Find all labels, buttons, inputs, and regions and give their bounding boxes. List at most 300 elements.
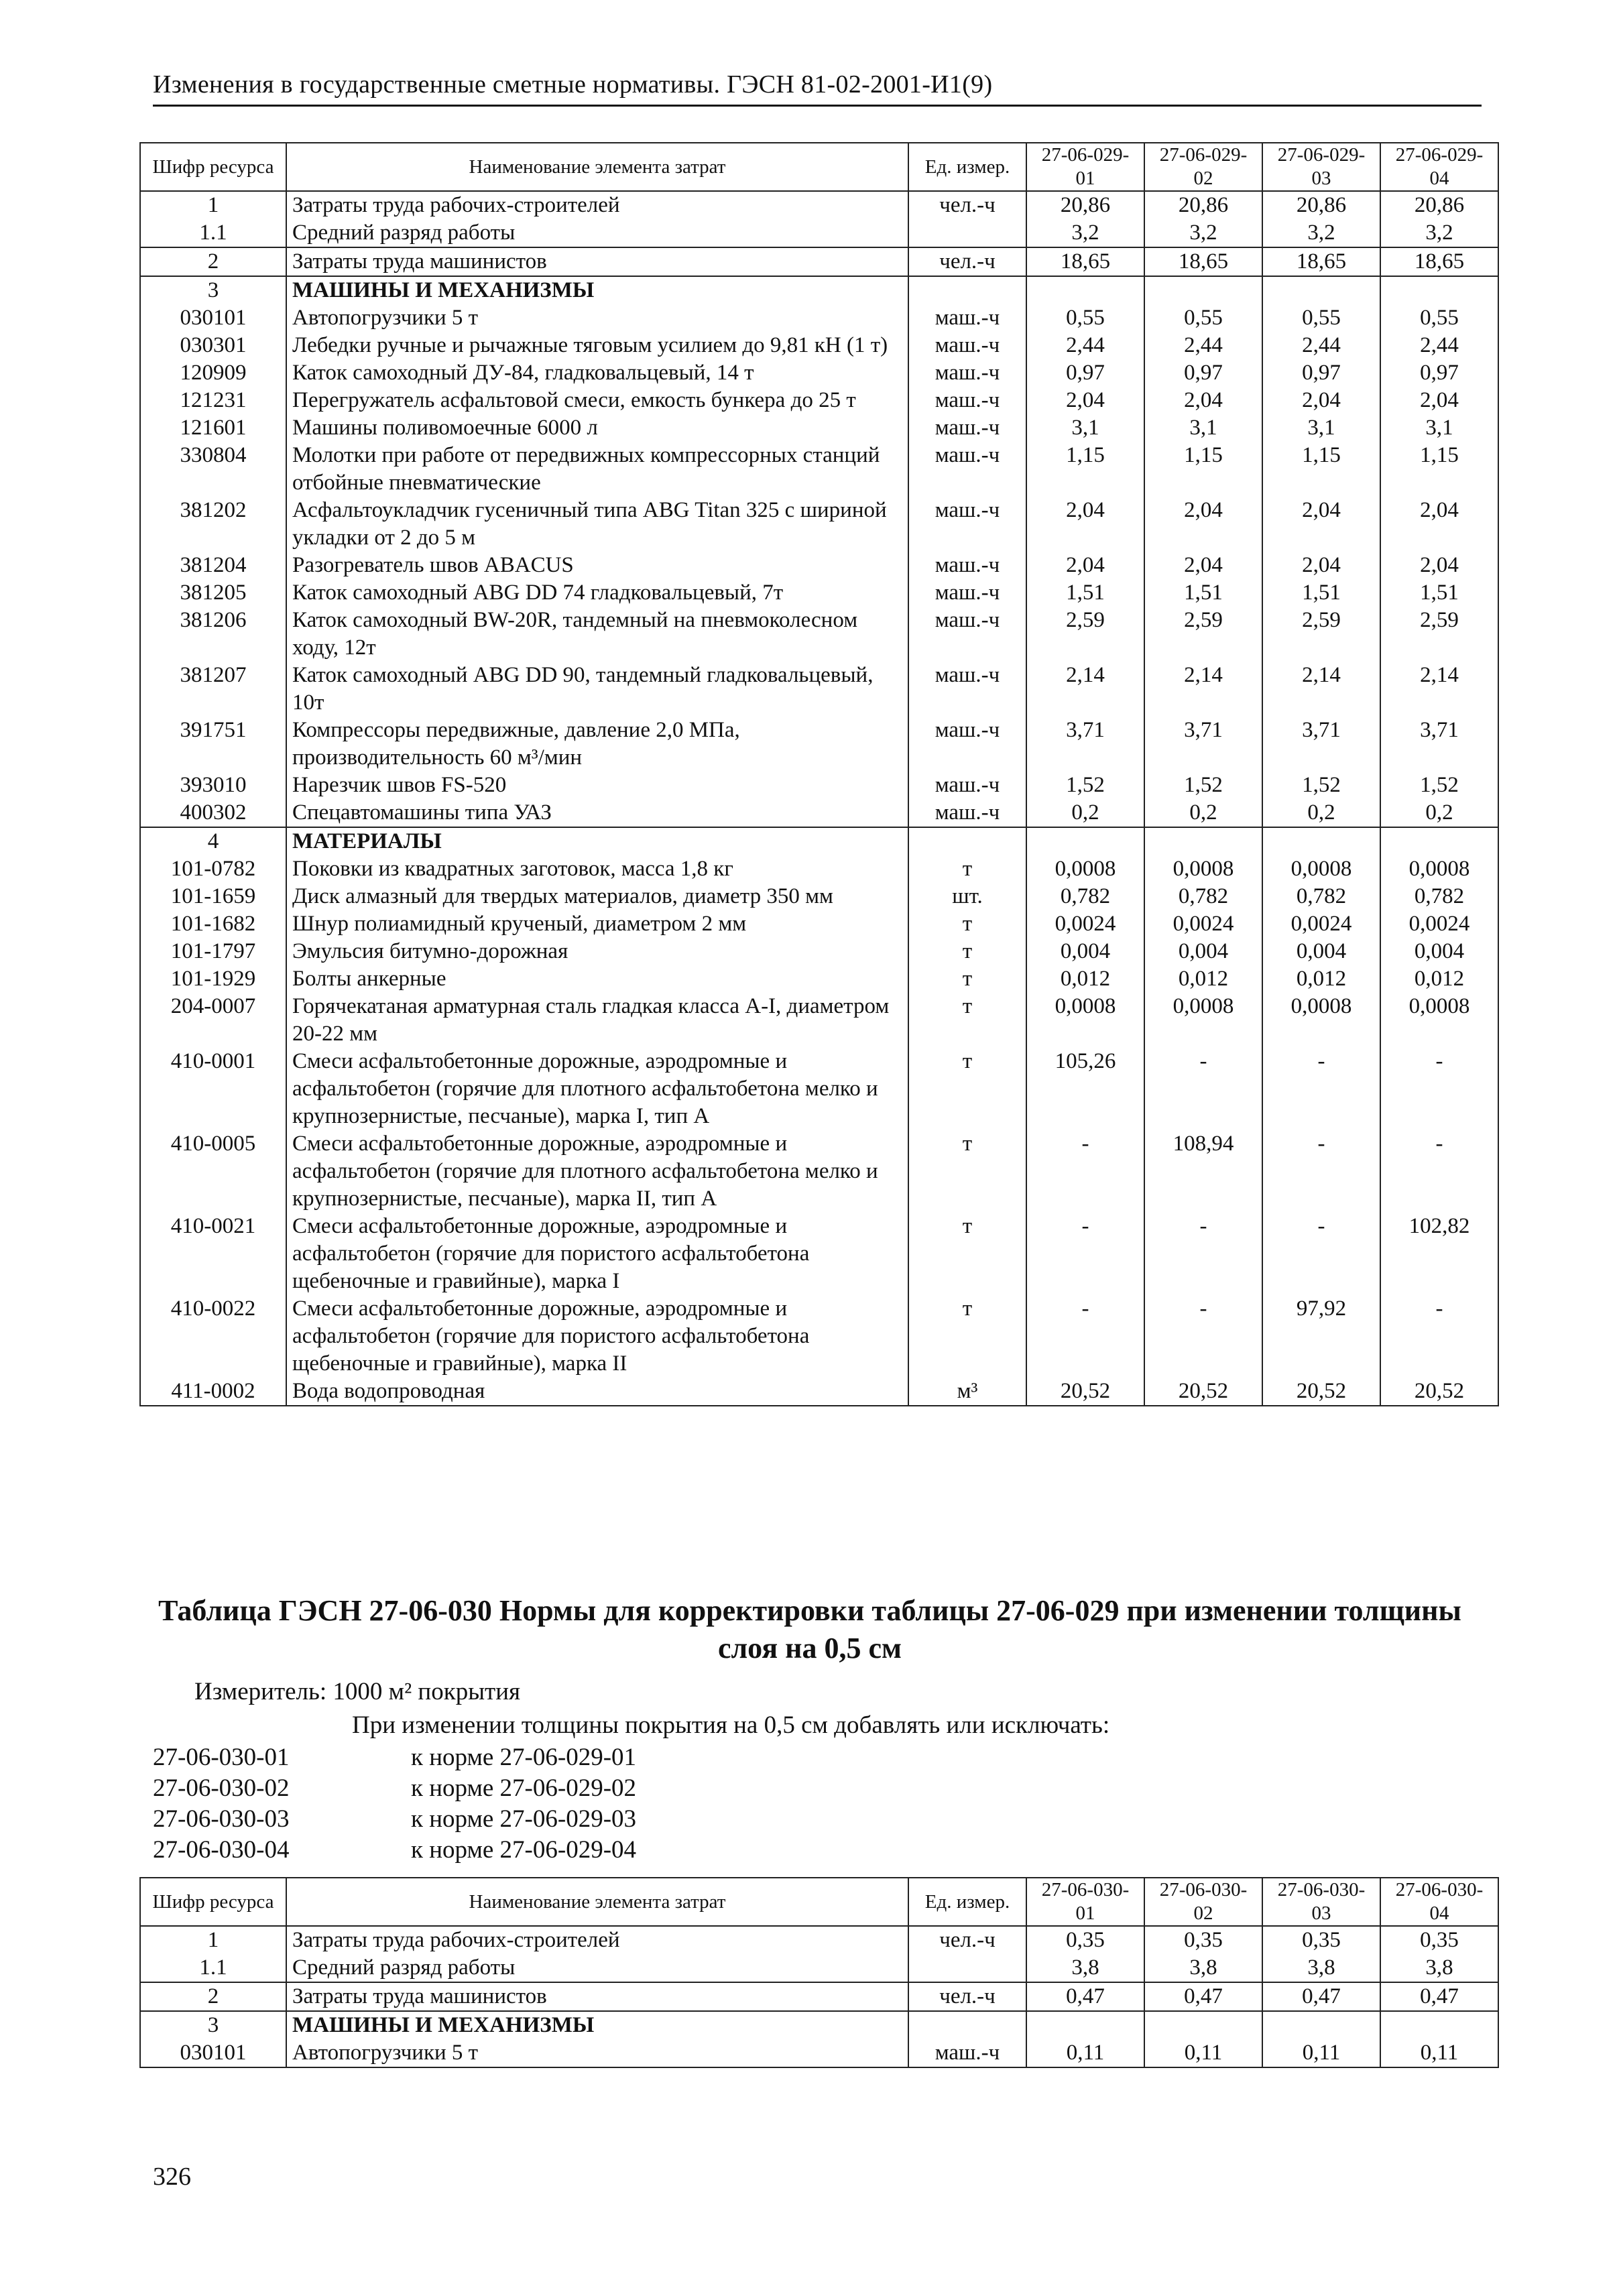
resource-value: 0,012 bbox=[1380, 965, 1498, 993]
resource-code: 030301 bbox=[140, 332, 286, 359]
resource-value: 20,86 bbox=[1144, 191, 1262, 219]
resource-value: 2,04 bbox=[1262, 387, 1380, 414]
resource-value: 3,8 bbox=[1026, 1954, 1144, 1982]
resource-value: 2,04 bbox=[1380, 552, 1498, 579]
resource-value bbox=[1026, 276, 1144, 304]
resource-name: Затраты труда рабочих-строителей bbox=[286, 1926, 908, 1954]
page-number: 326 bbox=[153, 2163, 191, 2191]
resource-name: Перегружатель асфальтовой смеси, емкость бункера до 25 т bbox=[286, 387, 908, 414]
resource-unit: маш.-ч bbox=[908, 442, 1026, 497]
resource-value: 20,52 bbox=[1262, 1378, 1380, 1406]
resource-value: 1,15 bbox=[1380, 442, 1498, 497]
running-header: Изменения в государственные сметные нормативы. ГЭСН 81-02-2001-И1(9) bbox=[153, 70, 993, 99]
resource-value: 1,51 bbox=[1262, 579, 1380, 607]
resource-value: 0,35 bbox=[1144, 1926, 1262, 1954]
resource-unit: маш.-ч bbox=[908, 579, 1026, 607]
resource-name: Молотки при работе от передвижных компрессорных станций отбойные пневматические bbox=[286, 442, 908, 497]
resource-value: 0,11 bbox=[1144, 2039, 1262, 2067]
table-row bbox=[140, 414, 1498, 442]
resource-value: 20,52 bbox=[1144, 1378, 1262, 1406]
resource-code: 120909 bbox=[140, 359, 286, 387]
resource-code: 410-0001 bbox=[140, 1048, 286, 1130]
resource-name: Компрессоры передвижные, давление 2,0 МПа, производительность 60 м³/мин bbox=[286, 717, 908, 772]
resource-value bbox=[1144, 2011, 1262, 2039]
resource-name: Машины поливомоечные 6000 л bbox=[286, 414, 908, 442]
table-header-row bbox=[140, 1878, 1498, 1926]
resource-value: 0,782 bbox=[1380, 883, 1498, 910]
resource-unit: т bbox=[908, 1213, 1026, 1295]
resource-value: 3,8 bbox=[1262, 1954, 1380, 1982]
resource-code: 101-1659 bbox=[140, 883, 286, 910]
resource-unit: т bbox=[908, 910, 1026, 938]
resource-name: Средний разряд работы bbox=[286, 1954, 908, 1982]
correction-code: 27-06-030-04 bbox=[153, 1836, 290, 1864]
measure-line: Измеритель: 1000 м² покрытия bbox=[194, 1678, 521, 1705]
resource-name: Затраты труда рабочих-строителей bbox=[286, 191, 908, 219]
resource-value: 2,44 bbox=[1026, 332, 1144, 359]
resource-code: 411-0002 bbox=[140, 1378, 286, 1406]
resource-name: МАТЕРИАЛЫ bbox=[286, 827, 908, 855]
resource-value: 0,782 bbox=[1144, 883, 1262, 910]
resource-value: 2,44 bbox=[1262, 332, 1380, 359]
table-row bbox=[140, 304, 1498, 332]
resource-value: 1,52 bbox=[1144, 772, 1262, 799]
resource-unit bbox=[908, 827, 1026, 855]
resource-value bbox=[1144, 276, 1262, 304]
resource-value: 105,26 bbox=[1026, 1048, 1144, 1130]
resource-name: Эмульсия битумно-дорожная bbox=[286, 938, 908, 965]
table-row bbox=[140, 247, 1498, 276]
resource-unit bbox=[908, 276, 1026, 304]
correction-code: 27-06-030-01 bbox=[153, 1744, 290, 1771]
resource-value: 1,15 bbox=[1026, 442, 1144, 497]
resource-code: 3 bbox=[140, 276, 286, 304]
resource-value: 2,04 bbox=[1144, 387, 1262, 414]
resource-unit: т bbox=[908, 1295, 1026, 1378]
resource-value: 20,86 bbox=[1262, 191, 1380, 219]
resource-code: 1 bbox=[140, 191, 286, 219]
resource-unit bbox=[908, 1954, 1026, 1982]
resource-unit bbox=[908, 219, 1026, 247]
resource-value: - bbox=[1262, 1213, 1380, 1295]
resource-unit: маш.-ч bbox=[908, 414, 1026, 442]
resource-value: 0,35 bbox=[1026, 1926, 1144, 1954]
table-row bbox=[140, 772, 1498, 799]
table-row bbox=[140, 332, 1498, 359]
resource-value bbox=[1144, 827, 1262, 855]
resource-unit: маш.-ч bbox=[908, 607, 1026, 662]
resource-name: Автопогрузчики 5 т bbox=[286, 304, 908, 332]
resource-unit: шт. bbox=[908, 883, 1026, 910]
resource-value: 2,04 bbox=[1380, 497, 1498, 552]
resource-unit: маш.-ч bbox=[908, 662, 1026, 717]
resource-value: 20,52 bbox=[1026, 1378, 1144, 1406]
header-code: Шифр ресурса bbox=[140, 143, 286, 191]
resource-value: 0,0008 bbox=[1380, 855, 1498, 883]
table-row bbox=[140, 2011, 1498, 2039]
resource-value: 0,2 bbox=[1380, 799, 1498, 827]
correction-ref: к норме 27-06-029-01 bbox=[411, 1744, 637, 1771]
resource-value: 1,15 bbox=[1144, 442, 1262, 497]
resource-code: 101-1797 bbox=[140, 938, 286, 965]
resource-code: 381202 bbox=[140, 497, 286, 552]
table-row bbox=[140, 993, 1498, 1048]
resource-value bbox=[1262, 2011, 1380, 2039]
table-row bbox=[140, 579, 1498, 607]
resource-value bbox=[1026, 2011, 1144, 2039]
resource-code: 393010 bbox=[140, 772, 286, 799]
header-unit: Ед. измер. bbox=[908, 1878, 1026, 1926]
header-norm-code: 27-06-030-04 bbox=[1380, 1878, 1498, 1926]
resource-value: 18,65 bbox=[1262, 247, 1380, 276]
resource-name: Каток самоходный ДУ-84, гладковальцевый, 14 т bbox=[286, 359, 908, 387]
table-row bbox=[140, 799, 1498, 827]
resource-unit: маш.-ч bbox=[908, 717, 1026, 772]
instruction-line: При изменении толщины покрытия на 0,5 см добавлять или исключать: bbox=[352, 1711, 1110, 1739]
table-row bbox=[140, 717, 1498, 772]
resource-unit: м³ bbox=[908, 1378, 1026, 1406]
resource-value bbox=[1262, 276, 1380, 304]
resource-value: 0,012 bbox=[1144, 965, 1262, 993]
resource-value: 0,35 bbox=[1262, 1926, 1380, 1954]
header-norm-code: 27-06-029-02 bbox=[1144, 143, 1262, 191]
resource-value: - bbox=[1380, 1130, 1498, 1213]
resource-name: Каток самоходный BW-20R, тандемный на пневмоколесном ходу, 12т bbox=[286, 607, 908, 662]
resource-value: 0,11 bbox=[1262, 2039, 1380, 2067]
resource-code: 391751 bbox=[140, 717, 286, 772]
resource-value: 0,55 bbox=[1262, 304, 1380, 332]
resource-value bbox=[1380, 827, 1498, 855]
resource-value: 0,11 bbox=[1380, 2039, 1498, 2067]
resource-value: 2,59 bbox=[1262, 607, 1380, 662]
resource-value: 0,55 bbox=[1026, 304, 1144, 332]
resource-name: Разогреватель швов ABACUS bbox=[286, 552, 908, 579]
resource-value: 3,1 bbox=[1262, 414, 1380, 442]
resource-name: Каток самоходный ABG DD 90, тандемный гладковальцевый, 10т bbox=[286, 662, 908, 717]
header-norm-code: 27-06-029-01 bbox=[1026, 143, 1144, 191]
resource-code: 400302 bbox=[140, 799, 286, 827]
resource-value: 97,92 bbox=[1262, 1295, 1380, 1378]
resource-code: 1.1 bbox=[140, 1954, 286, 1982]
resource-value: 0,0024 bbox=[1144, 910, 1262, 938]
table-row bbox=[140, 910, 1498, 938]
table-title: Таблица ГЭСН 27-06-030 Нормы для корректировки таблицы 27-06-029 при изменении толщины слоя на 0,5 см bbox=[158, 1594, 1461, 1665]
correction-ref: к норме 27-06-029-02 bbox=[411, 1774, 637, 1802]
resource-value: 0,0008 bbox=[1026, 855, 1144, 883]
table-row bbox=[140, 1048, 1498, 1130]
resource-value: 2,14 bbox=[1380, 662, 1498, 717]
resource-value: 3,2 bbox=[1026, 219, 1144, 247]
resource-name: Смеси асфальтобетонные дорожные, аэродромные и асфальтобетон (горячие для пористого асфальтобетона щебеночные и гравийные), марка II bbox=[286, 1295, 908, 1378]
resource-name: Средний разряд работы bbox=[286, 219, 908, 247]
resource-value: 0,0024 bbox=[1380, 910, 1498, 938]
resource-value: - bbox=[1262, 1048, 1380, 1130]
resource-table-030 bbox=[139, 1877, 1499, 2068]
resource-value: 0,0024 bbox=[1026, 910, 1144, 938]
header-unit: Ед. измер. bbox=[908, 143, 1026, 191]
correction-ref: к норме 27-06-029-03 bbox=[411, 1805, 637, 1833]
table-row bbox=[140, 607, 1498, 662]
resource-value: - bbox=[1262, 1130, 1380, 1213]
table-row bbox=[140, 359, 1498, 387]
resource-value: 0,97 bbox=[1144, 359, 1262, 387]
table-row bbox=[140, 387, 1498, 414]
resource-value: 0,004 bbox=[1144, 938, 1262, 965]
resource-value: 0,782 bbox=[1262, 883, 1380, 910]
table-row bbox=[140, 827, 1498, 855]
resource-unit: т bbox=[908, 938, 1026, 965]
resource-value: 3,2 bbox=[1144, 219, 1262, 247]
resource-code: 3 bbox=[140, 2011, 286, 2039]
resource-value: 3,71 bbox=[1144, 717, 1262, 772]
header-norm-code: 27-06-030-03 bbox=[1262, 1878, 1380, 1926]
resource-code: 381206 bbox=[140, 607, 286, 662]
resource-value bbox=[1380, 276, 1498, 304]
resource-unit: маш.-ч bbox=[908, 497, 1026, 552]
resource-code: 381207 bbox=[140, 662, 286, 717]
resource-unit: т bbox=[908, 1048, 1026, 1130]
resource-value: 0,0008 bbox=[1380, 993, 1498, 1048]
table-row bbox=[140, 965, 1498, 993]
correction-line bbox=[153, 1774, 636, 1803]
resource-value: 0,0008 bbox=[1262, 855, 1380, 883]
resource-value: 2,04 bbox=[1026, 497, 1144, 552]
resource-value: 3,2 bbox=[1380, 219, 1498, 247]
resource-name: Вода водопроводная bbox=[286, 1378, 908, 1406]
resource-name: Болты анкерные bbox=[286, 965, 908, 993]
header-name: Наименование элемента затрат bbox=[286, 143, 908, 191]
resource-unit: т bbox=[908, 993, 1026, 1048]
resource-code: 1.1 bbox=[140, 219, 286, 247]
resource-value: 3,8 bbox=[1144, 1954, 1262, 1982]
resource-code: 030101 bbox=[140, 304, 286, 332]
resource-value: 2,14 bbox=[1026, 662, 1144, 717]
resource-name: Каток самоходный ABG DD 74 гладковальцевый, 7т bbox=[286, 579, 908, 607]
resource-value: 0,0008 bbox=[1026, 993, 1144, 1048]
resource-value bbox=[1262, 827, 1380, 855]
resource-unit: маш.-ч bbox=[908, 772, 1026, 799]
resource-value: 0,012 bbox=[1262, 965, 1380, 993]
table-row bbox=[140, 1954, 1498, 1982]
resource-name: Диск алмазный для твердых материалов, диаметр 350 мм bbox=[286, 883, 908, 910]
resource-unit: чел.-ч bbox=[908, 1982, 1026, 2011]
resource-value: 0,0024 bbox=[1262, 910, 1380, 938]
resource-code: 204-0007 bbox=[140, 993, 286, 1048]
table-row bbox=[140, 276, 1498, 304]
resource-name: Нарезчик швов FS-520 bbox=[286, 772, 908, 799]
resource-value: 3,71 bbox=[1262, 717, 1380, 772]
resource-value: 0,0008 bbox=[1262, 993, 1380, 1048]
resource-value: 3,1 bbox=[1144, 414, 1262, 442]
table-row bbox=[140, 191, 1498, 219]
table-row bbox=[140, 1130, 1498, 1213]
resource-value: 0,2 bbox=[1026, 799, 1144, 827]
header-name: Наименование элемента затрат bbox=[286, 1878, 908, 1926]
resource-value: 2,59 bbox=[1380, 607, 1498, 662]
resource-value: 0,55 bbox=[1380, 304, 1498, 332]
resource-value: 0,47 bbox=[1026, 1982, 1144, 2011]
resource-value: 0,004 bbox=[1380, 938, 1498, 965]
resource-value: 0,2 bbox=[1262, 799, 1380, 827]
correction-line bbox=[153, 1835, 636, 1864]
resource-value: 2,44 bbox=[1144, 332, 1262, 359]
header-norm-code: 27-06-029-03 bbox=[1262, 143, 1380, 191]
resource-value: - bbox=[1144, 1213, 1262, 1295]
correction-ref: к норме 27-06-029-04 bbox=[411, 1836, 637, 1864]
resource-value: 3,8 bbox=[1380, 1954, 1498, 1982]
resource-value: 1,15 bbox=[1262, 442, 1380, 497]
resource-code: 381204 bbox=[140, 552, 286, 579]
resource-value: - bbox=[1380, 1048, 1498, 1130]
resource-unit: чел.-ч bbox=[908, 247, 1026, 276]
resource-unit bbox=[908, 2011, 1026, 2039]
resource-code: 381205 bbox=[140, 579, 286, 607]
resource-value: 0,0008 bbox=[1144, 855, 1262, 883]
resource-value: 20,86 bbox=[1026, 191, 1144, 219]
table-row bbox=[140, 1213, 1498, 1295]
resource-code: 410-0005 bbox=[140, 1130, 286, 1213]
resource-name: Затраты труда машинистов bbox=[286, 247, 908, 276]
resource-unit: т bbox=[908, 1130, 1026, 1213]
resource-name: Смеси асфальтобетонные дорожные, аэродромные и асфальтобетон (горячие для пористого асфальтобетона щебеночные и гравийные), марка I bbox=[286, 1213, 908, 1295]
resource-unit: маш.-ч bbox=[908, 359, 1026, 387]
resource-value: 0,004 bbox=[1262, 938, 1380, 965]
resource-code: 030101 bbox=[140, 2039, 286, 2067]
resource-value: 0,004 bbox=[1026, 938, 1144, 965]
resource-value: 2,59 bbox=[1144, 607, 1262, 662]
resource-unit: маш.-ч bbox=[908, 304, 1026, 332]
resource-value: 2,44 bbox=[1380, 332, 1498, 359]
resource-value: 2,04 bbox=[1144, 552, 1262, 579]
resource-value: 1,51 bbox=[1144, 579, 1262, 607]
resource-unit: маш.-ч bbox=[908, 799, 1026, 827]
resource-value: 3,71 bbox=[1380, 717, 1498, 772]
resource-table-029 bbox=[139, 142, 1499, 1406]
resource-unit: маш.-ч bbox=[908, 387, 1026, 414]
resource-code: 2 bbox=[140, 247, 286, 276]
resource-code: 101-0782 bbox=[140, 855, 286, 883]
resource-value: 3,2 bbox=[1262, 219, 1380, 247]
resource-name: Поковки из квадратных заготовок, масса 1,8 кг bbox=[286, 855, 908, 883]
resource-value: - bbox=[1026, 1130, 1144, 1213]
resource-unit: маш.-ч bbox=[908, 332, 1026, 359]
resource-value: 3,71 bbox=[1026, 717, 1144, 772]
resource-value: 0,55 bbox=[1144, 304, 1262, 332]
table-row bbox=[140, 938, 1498, 965]
table-row bbox=[140, 1926, 1498, 1954]
resource-value bbox=[1380, 2011, 1498, 2039]
resource-code: 410-0021 bbox=[140, 1213, 286, 1295]
resource-value: 18,65 bbox=[1144, 247, 1262, 276]
resource-unit: чел.-ч bbox=[908, 1926, 1026, 1954]
table-row bbox=[140, 1982, 1498, 2011]
table-row bbox=[140, 883, 1498, 910]
table-row bbox=[140, 1295, 1498, 1378]
resource-value: 0,97 bbox=[1380, 359, 1498, 387]
resource-name: Затраты труда машинистов bbox=[286, 1982, 908, 2011]
resource-value: 2,14 bbox=[1144, 662, 1262, 717]
resource-value bbox=[1026, 827, 1144, 855]
resource-value: 0,35 bbox=[1380, 1926, 1498, 1954]
resource-value: 2,04 bbox=[1144, 497, 1262, 552]
resource-code: 1 bbox=[140, 1926, 286, 1954]
resource-value: - bbox=[1144, 1048, 1262, 1130]
resource-value: 0,97 bbox=[1262, 359, 1380, 387]
resource-value: 0,47 bbox=[1144, 1982, 1262, 2011]
resource-code: 121231 bbox=[140, 387, 286, 414]
resource-code: 101-1682 bbox=[140, 910, 286, 938]
resource-value: 20,86 bbox=[1380, 191, 1498, 219]
resource-name: Спецавтомашины типа УАЗ bbox=[286, 799, 908, 827]
resource-value: 0,012 bbox=[1026, 965, 1144, 993]
resource-unit: маш.-ч bbox=[908, 552, 1026, 579]
resource-value: - bbox=[1380, 1295, 1498, 1378]
resource-value: 2,04 bbox=[1380, 387, 1498, 414]
resource-unit: т bbox=[908, 855, 1026, 883]
resource-value: - bbox=[1026, 1213, 1144, 1295]
resource-code: 2 bbox=[140, 1982, 286, 2011]
resource-value: 2,14 bbox=[1262, 662, 1380, 717]
resource-value: 1,52 bbox=[1380, 772, 1498, 799]
resource-value: 2,04 bbox=[1262, 552, 1380, 579]
resource-name: Горячекатаная арматурная сталь гладкая класса А-I, диаметром 20-22 мм bbox=[286, 993, 908, 1048]
resource-value: 108,94 bbox=[1144, 1130, 1262, 1213]
table-row bbox=[140, 855, 1498, 883]
table-row bbox=[140, 662, 1498, 717]
table-row bbox=[140, 552, 1498, 579]
resource-value: 3,1 bbox=[1380, 414, 1498, 442]
resource-unit: чел.-ч bbox=[908, 191, 1026, 219]
resource-code: 121601 bbox=[140, 414, 286, 442]
resource-value: 2,04 bbox=[1026, 387, 1144, 414]
resource-value: 0,47 bbox=[1262, 1982, 1380, 2011]
header-norm-code: 27-06-030-02 bbox=[1144, 1878, 1262, 1926]
resource-code: 410-0022 bbox=[140, 1295, 286, 1378]
resource-value: 1,51 bbox=[1380, 579, 1498, 607]
table-row bbox=[140, 497, 1498, 552]
header-code: Шифр ресурса bbox=[140, 1878, 286, 1926]
header-norm-code: 27-06-030-01 bbox=[1026, 1878, 1144, 1926]
resource-value: 20,52 bbox=[1380, 1378, 1498, 1406]
resource-name: Шнур полиамидный крученый, диаметром 2 мм bbox=[286, 910, 908, 938]
table-row bbox=[140, 2039, 1498, 2067]
resource-unit: маш.-ч bbox=[908, 2039, 1026, 2067]
resource-value: 102,82 bbox=[1380, 1213, 1498, 1295]
header-rule bbox=[153, 105, 1482, 107]
resource-value: 18,65 bbox=[1380, 247, 1498, 276]
correction-line bbox=[153, 1805, 636, 1833]
resource-value: 3,1 bbox=[1026, 414, 1144, 442]
resource-value: 1,51 bbox=[1026, 579, 1144, 607]
correction-line bbox=[153, 1743, 636, 1772]
resource-value: 0,2 bbox=[1144, 799, 1262, 827]
resource-unit: т bbox=[908, 965, 1026, 993]
table-row bbox=[140, 1378, 1498, 1406]
resource-value: 2,59 bbox=[1026, 607, 1144, 662]
resource-code: 4 bbox=[140, 827, 286, 855]
resource-value: - bbox=[1026, 1295, 1144, 1378]
resource-value: 0,47 bbox=[1380, 1982, 1498, 2011]
resource-value: 1,52 bbox=[1026, 772, 1144, 799]
resource-code: 330804 bbox=[140, 442, 286, 497]
resource-value: 0,782 bbox=[1026, 883, 1144, 910]
resource-value: 18,65 bbox=[1026, 247, 1144, 276]
resource-name: Автопогрузчики 5 т bbox=[286, 2039, 908, 2067]
resource-name: Лебедки ручные и рычажные тяговым усилием до 9,81 кН (1 т) bbox=[286, 332, 908, 359]
resource-value: - bbox=[1144, 1295, 1262, 1378]
resource-value: 0,11 bbox=[1026, 2039, 1144, 2067]
resource-code: 101-1929 bbox=[140, 965, 286, 993]
